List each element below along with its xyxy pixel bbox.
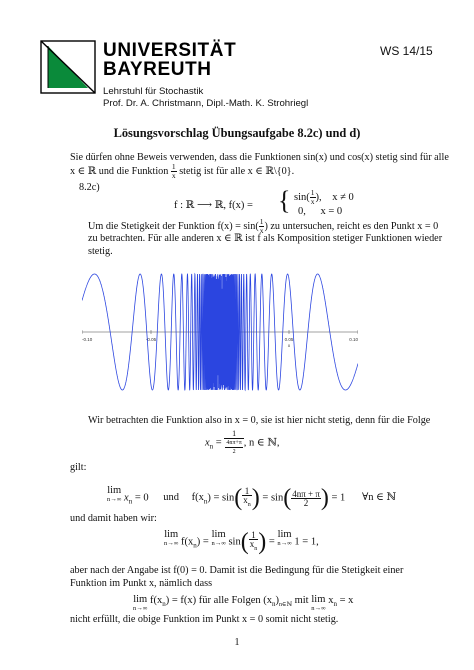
limits-line: lim n→∞ $x_n = 0$ und $f(x_n) = \sin$( $\frac{1}{x_n}$ ) = sin( $\frac{4n\pi + \pi}{2}$ ) = 1 ∀n ∈ ℕ — [107, 485, 397, 511]
final-line-1: aber nach der Angabe ist f(0) = 0. Damit ist die Bedingung für die Stetigkeit einer — [70, 565, 404, 576]
conclusion-intro: und damit haben wir: — [70, 513, 157, 524]
final-line-3: nicht erfüllt, die obige Funktion im Punkt x = 0 somit nicht stetig. — [70, 614, 339, 625]
x-tick-label: 0.10 — [349, 337, 358, 342]
page-number: 1 — [234, 637, 240, 648]
sin-one-over-x-plot — [82, 268, 358, 396]
university-name-line2: BAYREUTH — [103, 59, 212, 80]
definition-case-1: sin( $\frac{1}{x}$ ), x ≠ 0 — [294, 188, 354, 206]
authors: Prof. Dr. A. Christmann, Dipl.-Math. K. Strohriegl — [103, 98, 309, 109]
intro-line-1: Sie dürfen ohne Beweis verwenden, dass die Funktionen sin(x) und cos(x) stetig sind für alle — [70, 152, 449, 163]
continuity-condition: lim n→∞ $f(x_n) = f(x)$ für alle Folgen $(x_n)_{n\in ℕ}$ mit lim n→∞ $x_n = x$ — [133, 594, 354, 612]
university-name-line1: UNIVERSITÄT — [103, 40, 237, 61]
x-tick-label: 0.00 — [215, 337, 225, 342]
analysis-line-3: stetig. — [88, 246, 113, 257]
analysis-line-2: zu betrachten. Für alle anderen x ∈ ℝ ist f als Komposition stetiger Funktionen wieder — [88, 233, 443, 244]
gilt-label: gilt: — [70, 462, 87, 473]
analysis-line-1: Um die Stetigkeit der Funktion f(x) = sin( $\frac{1}{x}$ ) zu untersuchen, reicht es den Punkt x = 0 — [88, 217, 439, 235]
x-axis-name: x — [287, 343, 291, 348]
page-title: Lösungsvorschlag Übungsaufgabe 8.2c) und d) — [113, 126, 361, 140]
x-tick-label: -0.05 — [145, 337, 157, 342]
sequence-definition: $x_n$ = $\frac{1}{\frac{4n\pi+\pi}{2}}$ , n ∈ ℕ, — [205, 429, 280, 455]
sequence-intro: Wir betrachten die Funktion also in x = 0, sie ist hier nicht stetig, denn für die Folge — [88, 415, 431, 426]
intro-line-2: x ∈ ℝ und die Funktion $\frac{1}{x}$ stetig ist für alle x ∈ ℝ\{0}. — [70, 162, 295, 180]
university-logo — [40, 40, 96, 94]
chair-info — [103, 86, 308, 110]
limit-chain: lim n→∞ $f(x_n) = \lim$ n→∞ sin( $\frac{1}{x_n}$ ) = lim n→∞ 1 = 1, — [164, 529, 319, 555]
function-definition-lhs: f : ℝ ⟶ ℝ, f(x) = — [174, 200, 253, 211]
university-name — [103, 41, 236, 79]
definition-case-2: 0, x = 0 — [298, 206, 343, 217]
part-label: 8.2c) — [79, 182, 100, 193]
x-tick-label: 0.05 — [284, 337, 294, 342]
piecewise-brace: { — [278, 186, 291, 215]
chair-name: Lehrstuhl für Stochastik — [103, 86, 204, 97]
final-line-2: Funktion im Punkt x, nämlich dass — [70, 578, 213, 589]
semester-label: WS 14/15 — [380, 44, 433, 58]
x-tick-label: -0.10 — [82, 337, 93, 342]
fraction-one-over-x: $\frac{1}{x}$ — [171, 162, 176, 180]
